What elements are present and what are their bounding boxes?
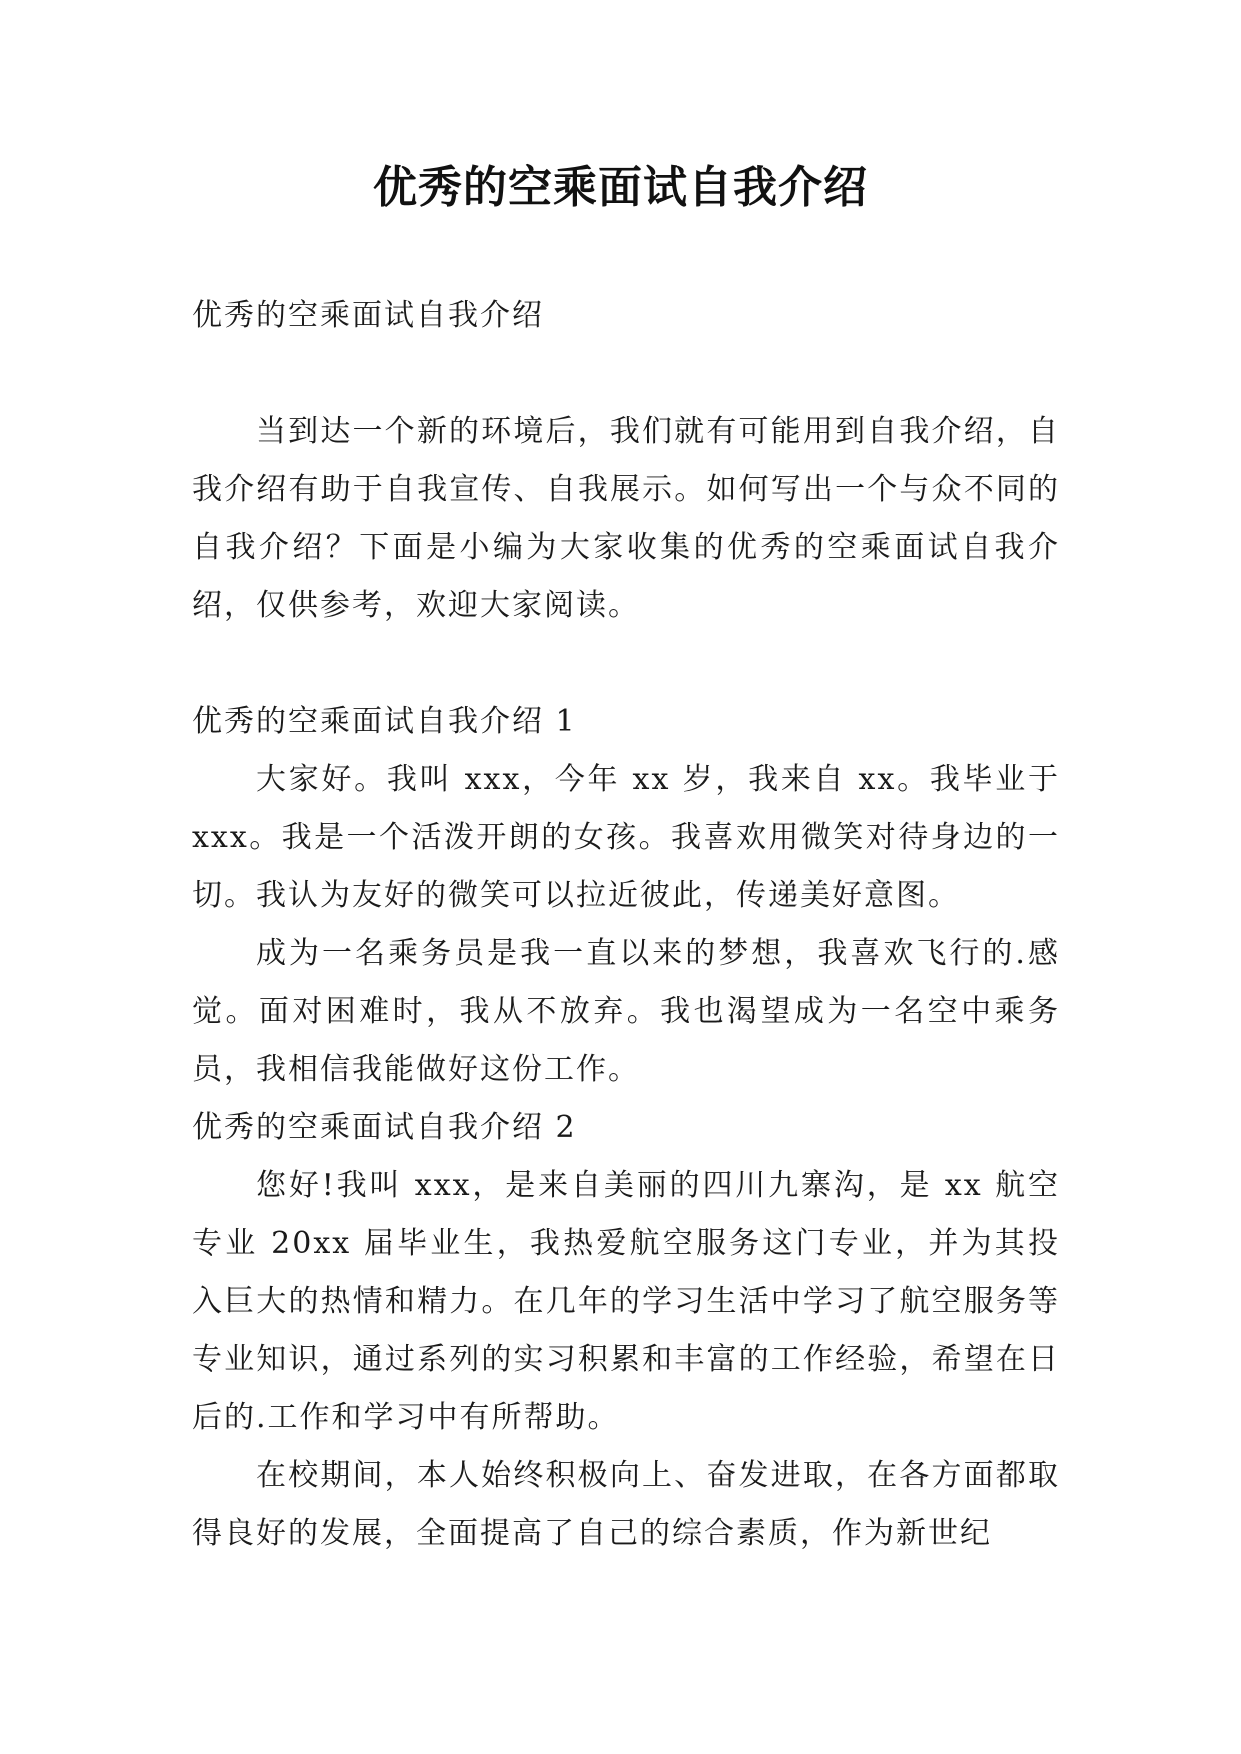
document-body xyxy=(192,287,1060,1563)
subtitle-paragraph: 优秀的空乘面试自我介绍 xyxy=(192,298,544,333)
document-title: 优秀的空乘面试自我介绍 xyxy=(373,162,868,213)
section-heading-1: 优秀的空乘面试自我介绍 1 xyxy=(192,704,577,739)
intro-paragraph: 当到达一个新的环境后，我们就有可能用到自我介绍，自我介绍有助于自我宣传、自我展示。如何写出一个与众不同的自我介绍？下面是小编为大家收集的优秀的空乘面试自我介绍，仅供参考，欢迎大家阅读。 xyxy=(192,414,1060,623)
section-heading-2: 优秀的空乘面试自我介绍 2 xyxy=(192,1110,577,1145)
section-2-paragraph-1: 您好!我叫 xxx，是来自美丽的四川九寨沟，是 xx 航空专业 20xx 届毕业生，我热爱航空服务这门专业，并为其投入巨大的热情和精力。在几年的学习生活中学习了航空服务等专业知识，通过系列的实习积累和丰富的工作经验，希望在日后的.工作和学习中有所帮助。 xyxy=(192,1168,1060,1435)
section-1-paragraph-2: 成为一名乘务员是我一直以来的梦想，我喜欢飞行的.感觉。面对困难时，我从不放弃。我也渴望成为一名空中乘务员，我相信我能做好这份工作。 xyxy=(192,936,1060,1087)
section-1-paragraph-1: 大家好。我叫 xxx，今年 xx 岁，我来自 xx。我毕业于 xxx。我是一个活泼开朗的女孩。我喜欢用微笑对待身边的一切。我认为友好的微笑可以拉近彼此，传递美好意图。 xyxy=(192,762,1060,913)
section-2-paragraph-2: 在校期间，本人始终积极向上、奋发进取，在各方面都取得良好的发展，全面提高了自己的综合素质，作为新世纪 xyxy=(192,1458,1060,1551)
